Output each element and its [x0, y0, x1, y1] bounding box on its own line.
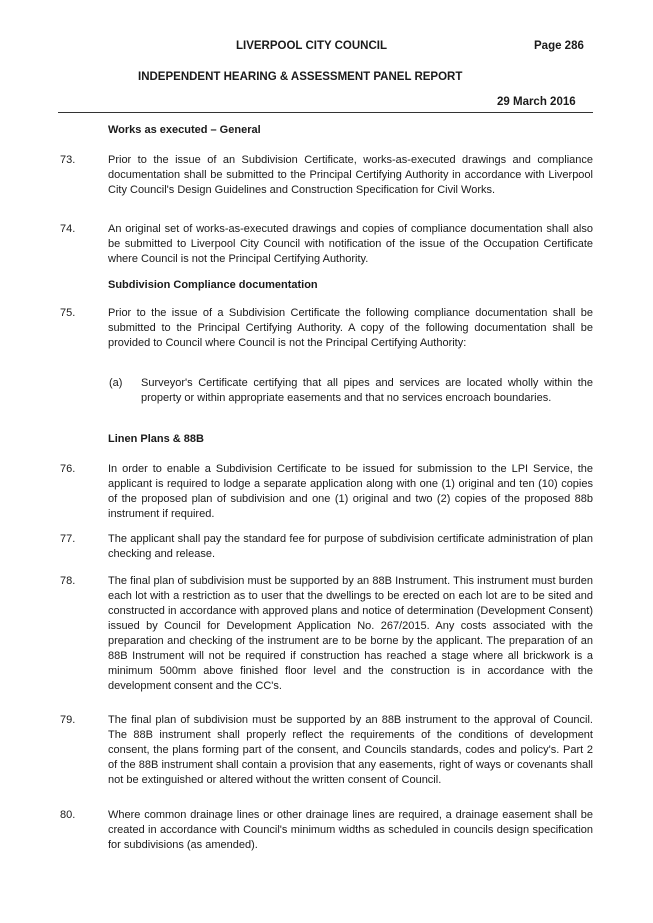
- condition-number: 77.: [60, 533, 76, 545]
- condition-number: 73.: [60, 154, 76, 166]
- section-heading-compliance: Subdivision Compliance documentation: [108, 279, 318, 291]
- condition-number: 76.: [60, 463, 76, 475]
- condition-77: [60, 532, 593, 562]
- condition-text: In order to enable a Subdivision Certificate to be issued for submission to the LPI Service, the applicant is required to lodge a separate application along with one (1) original and ten (10) copies of the proposed plan of subdivision and one (1) original and two (2) copies of the proposed 88b instrument if required.: [108, 463, 593, 520]
- subcondition-letter: (a): [109, 377, 123, 389]
- condition-text: Prior to the issue of an Subdivision Certificate, works-as-executed drawings and compliance documentation shall be submitted to the Principal Certifying Authority in accordance with Liverpool City Council's Design Guidelines and Construction Specification for Civil Works.: [108, 154, 593, 196]
- condition-75-a: [109, 376, 593, 406]
- subcondition-text: Surveyor's Certificate certifying that all pipes and services are located wholly within the property or within appropriate easements and that no services encroach boundaries.: [141, 377, 593, 404]
- condition-text: Where common drainage lines or other drainage lines are required, a drainage easement shall be created in accordance with Council's minimum widths as scheduled in councils design specification for subdivisions (as amended).: [108, 809, 593, 851]
- council-name: LIVERPOOL CITY COUNCIL: [236, 40, 388, 52]
- condition-text: Prior to the issue of a Subdivision Certificate the following compliance documentation shall be submitted to the Principal Certifying Authority. A copy of the following documentation shall be provided to Council where Council is not the Principal Certifying Authority:: [108, 307, 593, 349]
- condition-number: 79.: [60, 714, 76, 726]
- condition-number: 78.: [60, 575, 76, 587]
- section-heading-linen: Linen Plans & 88B: [108, 433, 204, 445]
- condition-text: The final plan of subdivision must be supported by an 88B instrument to the approval of Council. The 88B instrument shall properly reflect the requirements of the conditions of development consent, the plans forming part of the consent, and Councils standards, codes and policy's. Part 2 of the 88B instrument shall contain a provision that any easements, right of ways or covenants shall not be extinguished or altered without the written consent of Council.: [108, 714, 593, 786]
- condition-number: 75.: [60, 307, 76, 319]
- page-number: Page 286: [534, 40, 584, 52]
- section-heading-works: Works as executed – General: [108, 124, 261, 136]
- condition-number: 74.: [60, 223, 76, 235]
- condition-text: An original set of works-as-executed drawings and copies of compliance documentation shall also be submitted to Liverpool City Council with notification of the issue of the Occupation Certificate where Council is not the Principal Certifying Authority.: [108, 223, 593, 265]
- condition-text: The applicant shall pay the standard fee for purpose of subdivision certificate administration of plan checking and release.: [108, 533, 593, 560]
- condition-text: The final plan of subdivision must be supported by an 88B Instrument. This instrument must burden each lot with a restriction as to user that the dwellings to be erected on each lot are to be sited and constructed in accordance with approved plans and notice of determination (Development Consent) issued by Council for Development Application No. 267/2015. Any costs associated with the preparation and checking of the instrument are to be borne by the applicant. The preparation of an 88B Instrument will not be required if construction has reached a stage where all brickwork is a minimum 500mm above finished floor level and the construction is in accordance with the development consent and the CC's.: [108, 575, 593, 692]
- report-title: INDEPENDENT HEARING & ASSESSMENT PANEL REPORT: [138, 71, 463, 83]
- condition-78: [60, 574, 593, 694]
- condition-75: [60, 306, 593, 351]
- condition-80: [60, 808, 593, 853]
- condition-73: [60, 153, 593, 198]
- condition-79: [60, 713, 593, 788]
- condition-number: 80.: [60, 809, 76, 821]
- condition-76: [60, 462, 593, 522]
- condition-74: [60, 222, 593, 267]
- report-date: 29 March 2016: [497, 96, 576, 108]
- header-divider: [58, 112, 593, 113]
